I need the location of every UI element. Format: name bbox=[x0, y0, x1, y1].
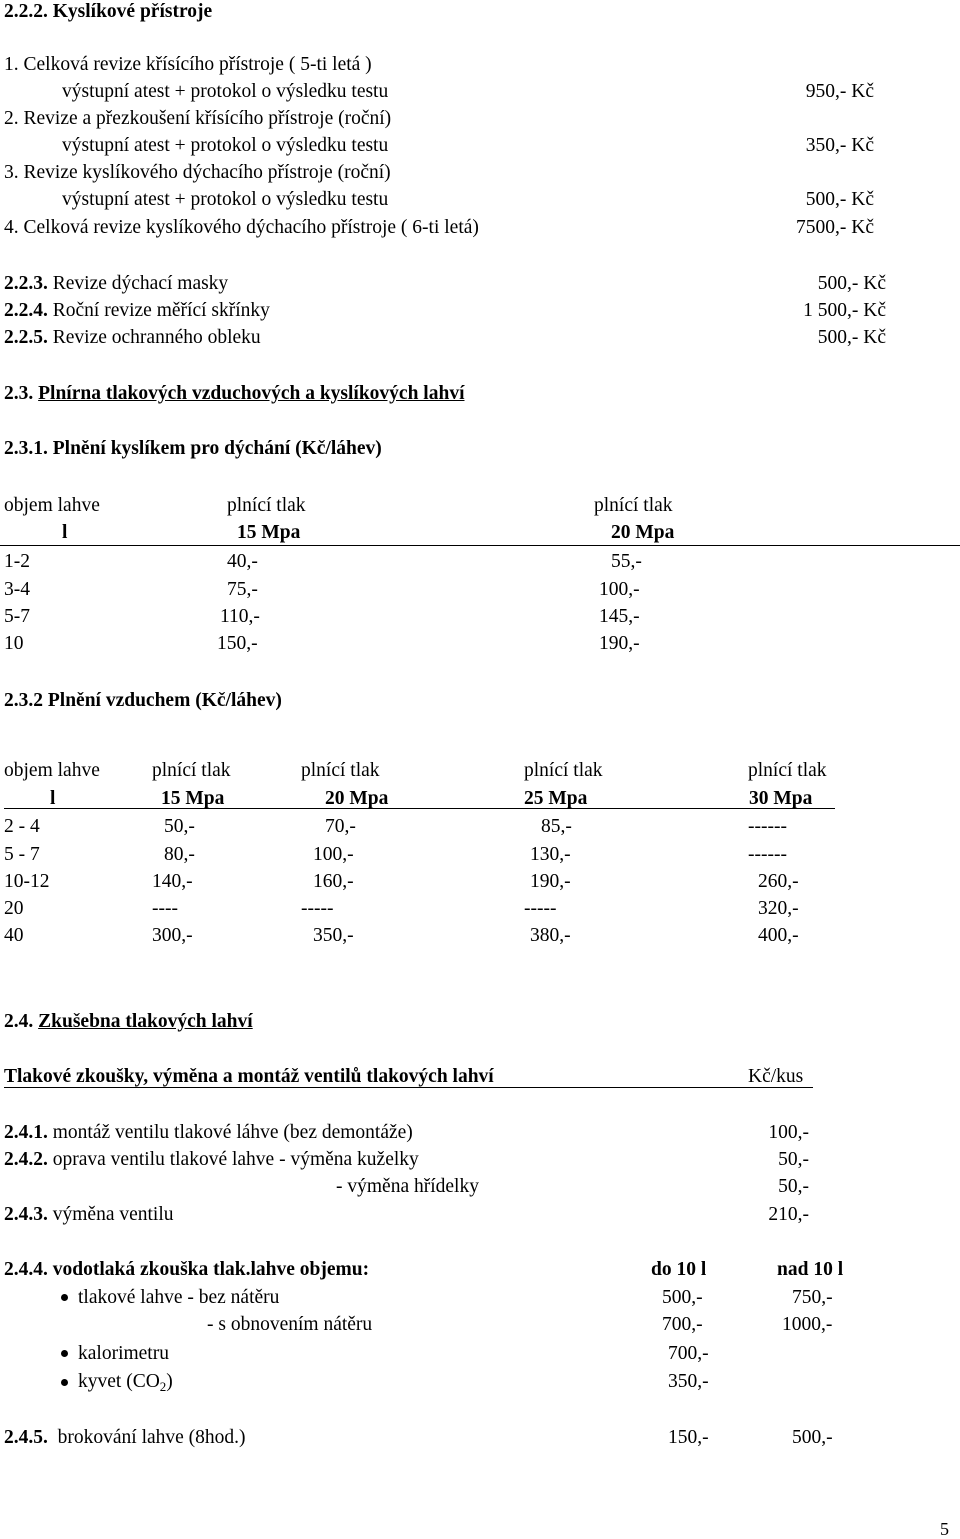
hydro-row-2-v1: 700,- bbox=[662, 1314, 703, 1335]
air-unit-volume: l bbox=[50, 788, 56, 809]
row-241-label: montáž ventilu tlakové láhve (bez demontáže) bbox=[52, 1122, 413, 1143]
hydro-row-4-label-sub: 2 bbox=[159, 1379, 167, 1394]
row-242 bbox=[4, 1150, 419, 1170]
hydro-row-3-label: kalorimetru bbox=[78, 1343, 169, 1364]
section-heading-231 bbox=[4, 439, 382, 459]
air-row-1-p30: ------ bbox=[748, 816, 787, 837]
section-heading-24 bbox=[4, 1012, 253, 1032]
item-2-price: 350,- Kč bbox=[805, 135, 874, 156]
item-4-line1: 4. Celková revize kyslíkového dýchacího přístroje ( 6-ti letá) bbox=[4, 217, 479, 238]
air-row-2-volume: 5 - 7 bbox=[4, 844, 40, 865]
hydro-row-4-label-post: ) bbox=[166, 1371, 173, 1392]
row-225-label: Revize ochranného obleku bbox=[52, 327, 261, 348]
o2-row-1-volume: 1-2 bbox=[4, 551, 30, 572]
hydro-row-2-v2: 1000,- bbox=[782, 1314, 833, 1335]
section-24-number: 2.4. bbox=[4, 1011, 34, 1032]
row-224-label: Roční revize měřící skřínky bbox=[52, 300, 270, 321]
o2-table-rule bbox=[0, 545, 960, 546]
row-223-label: Revize dýchací masky bbox=[52, 273, 229, 294]
row-241 bbox=[4, 1123, 413, 1143]
air-row-4-volume: 20 bbox=[4, 898, 24, 919]
air-row-5-p30: 400,- bbox=[758, 925, 799, 946]
hydro-row-4-label bbox=[78, 1372, 173, 1393]
item-3-line1: 3. Revize kyslíkového dýchacího přístroje (roční) bbox=[4, 162, 391, 183]
section-24-title: Zkušebna tlakových lahví bbox=[38, 1011, 253, 1032]
section-23-title: Plnírna tlakových vzduchových a kyslíkových lahví bbox=[38, 383, 465, 404]
air-unit-30: 30 Mpa bbox=[749, 788, 813, 809]
row-223 bbox=[4, 274, 228, 294]
row-243 bbox=[4, 1205, 174, 1225]
air-row-2-p15: 80,- bbox=[164, 844, 195, 865]
item-1-line1: 1. Celková revize křísícího přístroje ( 5-ti letá ) bbox=[4, 54, 372, 75]
section-231-number: 2.3.1. bbox=[4, 438, 48, 459]
bullet-icon bbox=[61, 1379, 68, 1386]
row-225 bbox=[4, 328, 261, 348]
air-unit-25: 25 Mpa bbox=[524, 788, 588, 809]
item-1-price: 950,- Kč bbox=[805, 81, 874, 102]
air-row-3-p25: 190,- bbox=[530, 871, 571, 892]
air-row-3-volume: 10-12 bbox=[4, 871, 50, 892]
item-3-price: 500,- Kč bbox=[805, 189, 874, 210]
row-242-price: 50,- bbox=[778, 1149, 809, 1170]
bullet-icon bbox=[61, 1294, 68, 1301]
hydro-row-1-label: tlakové lahve - bez nátěru bbox=[78, 1287, 280, 1308]
air-row-1-p20: 70,- bbox=[325, 816, 356, 837]
item-2-line2: výstupní atest + protokol o výsledku testu bbox=[62, 135, 389, 156]
o2-row-2-volume: 3-4 bbox=[4, 579, 30, 600]
air-row-2-p30: ------ bbox=[748, 844, 787, 865]
bullet-icon bbox=[61, 1350, 68, 1357]
air-header-30: plnící tlak bbox=[748, 760, 827, 781]
air-row-3-p20: 160,- bbox=[313, 871, 354, 892]
air-row-1-p15: 50,- bbox=[164, 816, 195, 837]
o2-row-3-volume: 5-7 bbox=[4, 606, 30, 627]
o2-header-volume: objem lahve bbox=[4, 495, 100, 516]
hydro-row-1-v1: 500,- bbox=[662, 1287, 703, 1308]
col-header-up-to-10l: do 10 l bbox=[651, 1259, 707, 1280]
air-row-1-volume: 2 - 4 bbox=[4, 816, 40, 837]
row-241-price: 100,- bbox=[768, 1122, 809, 1143]
section-heading-222: 2.2.2. Kyslíkové přístroje bbox=[4, 1, 213, 22]
row-242b-price: 50,- bbox=[778, 1176, 809, 1197]
air-row-2-p20: 100,- bbox=[313, 844, 354, 865]
o2-unit-15: 15 Mpa bbox=[237, 522, 301, 543]
o2-row-1-p15: 40,- bbox=[227, 551, 258, 572]
row-242-number: 2.4.2. bbox=[4, 1149, 48, 1170]
item-4-price: 7500,- Kč bbox=[796, 217, 874, 238]
row-245-number: 2.4.5. bbox=[4, 1427, 48, 1448]
o2-row-4-p20: 190,- bbox=[599, 633, 640, 654]
air-unit-15: 15 Mpa bbox=[161, 788, 225, 809]
o2-row-3-p20: 145,- bbox=[599, 606, 640, 627]
test-subheading-rule bbox=[4, 1087, 813, 1088]
o2-header-pressure-20: plnící tlak bbox=[594, 495, 673, 516]
o2-row-2-p15: 75,- bbox=[227, 579, 258, 600]
o2-header-pressure-15: plnící tlak bbox=[227, 495, 306, 516]
air-table-rule bbox=[4, 808, 835, 809]
o2-row-1-p20: 55,- bbox=[611, 551, 642, 572]
air-row-4-p30: 320,- bbox=[758, 898, 799, 919]
row-223-number: 2.2.3. bbox=[4, 273, 48, 294]
row-245-v1: 150,- bbox=[668, 1427, 709, 1448]
row-241-number: 2.4.1. bbox=[4, 1122, 48, 1143]
page-number: 5 bbox=[940, 1519, 949, 1539]
o2-row-2-p20: 100,- bbox=[599, 579, 640, 600]
item-2-line1: 2. Revize a přezkoušení křísícího přístroje (roční) bbox=[4, 108, 392, 129]
row-224-number: 2.2.4. bbox=[4, 300, 48, 321]
row-223-price: 500,- Kč bbox=[817, 273, 886, 294]
row-225-number: 2.2.5. bbox=[4, 327, 48, 348]
row-224 bbox=[4, 301, 270, 321]
air-row-5-p25: 380,- bbox=[530, 925, 571, 946]
section-23-number: 2.3. bbox=[4, 383, 34, 404]
hydro-row-4-label-pre: kyvet (CO bbox=[78, 1371, 160, 1392]
air-header-20: plnící tlak bbox=[301, 760, 380, 781]
row-243-number: 2.4.3. bbox=[4, 1204, 48, 1225]
hydro-row-2-label: - s obnovením nátěru bbox=[207, 1314, 373, 1335]
o2-unit-20: 20 Mpa bbox=[611, 522, 675, 543]
row-242-label: oprava ventilu tlakové lahve - výměna kuželky bbox=[52, 1149, 419, 1170]
o2-row-4-volume: 10 bbox=[4, 633, 24, 654]
air-unit-20: 20 Mpa bbox=[325, 788, 389, 809]
section-heading-23 bbox=[4, 384, 465, 404]
row-245-v2: 500,- bbox=[792, 1427, 833, 1448]
item-1-line2: výstupní atest + protokol o výsledku testu bbox=[62, 81, 389, 102]
air-header-15: plnící tlak bbox=[152, 760, 231, 781]
row-224-price: 1 500,- Kč bbox=[803, 300, 886, 321]
air-row-5-volume: 40 bbox=[4, 925, 24, 946]
section-heading-244: 2.4.4. vodotlaká zkouška tlak.lahve objemu: bbox=[4, 1259, 370, 1280]
unit-header: Kč/kus bbox=[748, 1066, 804, 1087]
air-row-5-p20: 350,- bbox=[313, 925, 354, 946]
o2-row-4-p15: 150,- bbox=[217, 633, 258, 654]
test-subheading: Tlakové zkoušky, výměna a montáž ventilů tlakových lahví bbox=[4, 1066, 494, 1087]
air-row-4-p25: ----- bbox=[524, 898, 557, 919]
row-245-label: brokování lahve (8hod.) bbox=[57, 1427, 246, 1448]
row-243-price: 210,- bbox=[768, 1204, 809, 1225]
air-header-25: plnící tlak bbox=[524, 760, 603, 781]
col-header-over-10l: nad 10 l bbox=[777, 1259, 844, 1280]
row-245 bbox=[4, 1428, 246, 1448]
section-heading-232: 2.3.2 Plnění vzduchem (Kč/láhev) bbox=[4, 690, 282, 711]
air-row-4-p20: ----- bbox=[301, 898, 334, 919]
air-row-4-p15: ---- bbox=[152, 898, 178, 919]
section-231-title: Plnění kyslíkem pro dýchání (Kč/láhev) bbox=[52, 438, 382, 459]
hydro-row-3-v1: 700,- bbox=[668, 1343, 709, 1364]
air-row-1-p25: 85,- bbox=[541, 816, 572, 837]
o2-row-3-p15: 110,- bbox=[220, 606, 260, 627]
row-243-label: výměna ventilu bbox=[52, 1204, 174, 1225]
hydro-row-1-v2: 750,- bbox=[792, 1287, 833, 1308]
air-header-volume: objem lahve bbox=[4, 760, 100, 781]
air-row-3-p30: 260,- bbox=[758, 871, 799, 892]
row-242b-label: - výměna hřídelky bbox=[336, 1176, 479, 1197]
o2-unit-volume: l bbox=[62, 522, 68, 543]
air-row-5-p15: 300,- bbox=[152, 925, 193, 946]
air-row-2-p25: 130,- bbox=[530, 844, 571, 865]
hydro-row-4-v1: 350,- bbox=[668, 1371, 709, 1392]
air-row-3-p15: 140,- bbox=[152, 871, 193, 892]
item-3-line2: výstupní atest + protokol o výsledku testu bbox=[62, 189, 389, 210]
row-225-price: 500,- Kč bbox=[817, 327, 886, 348]
